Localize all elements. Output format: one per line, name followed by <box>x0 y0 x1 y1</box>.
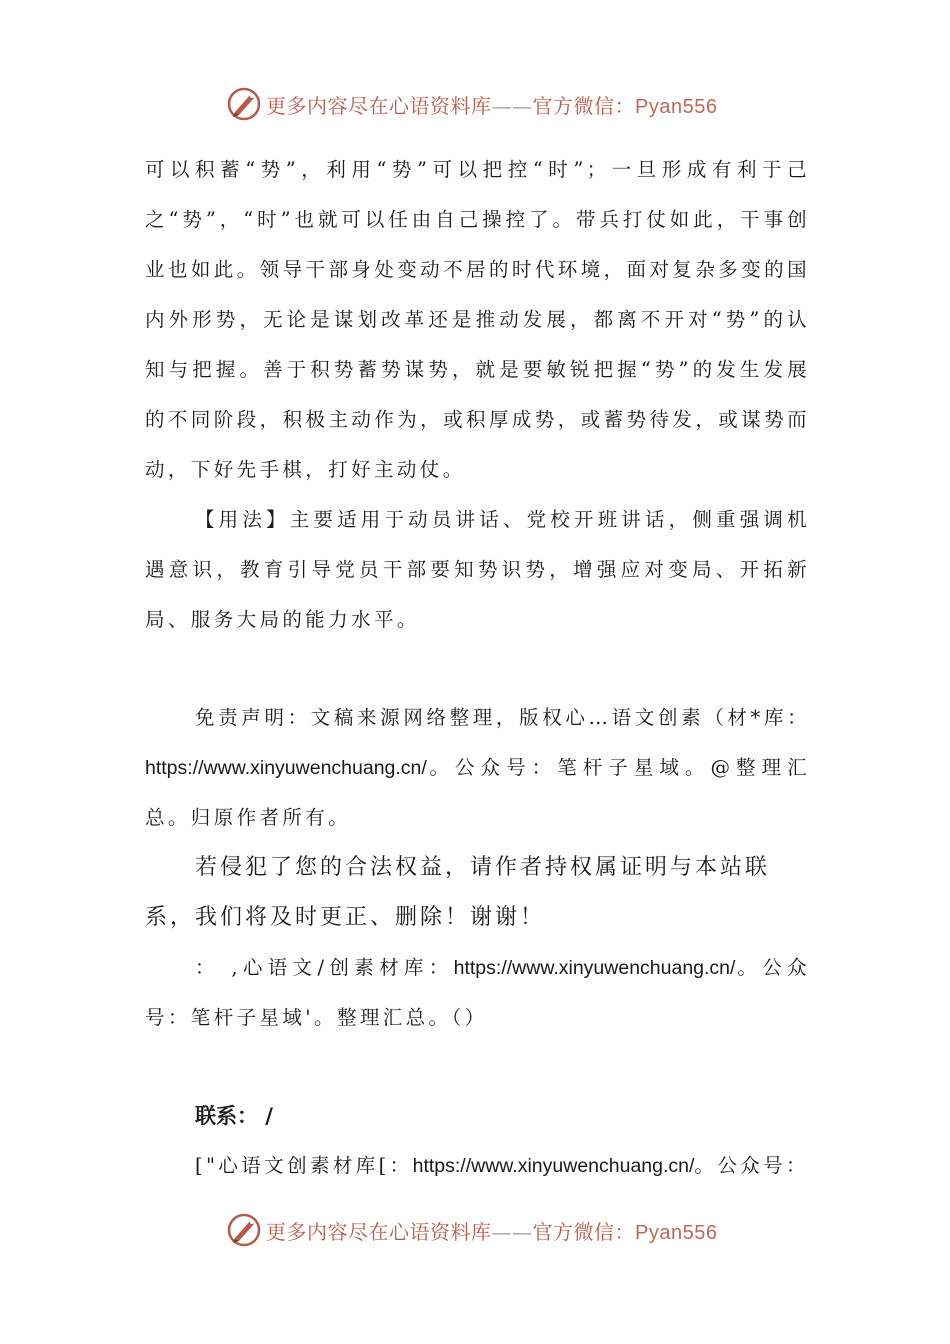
contact-line-a: ["心语文创素材库[： <box>195 1154 413 1177</box>
body-paragraph-1: 可以积蓄“势”，利用“势”可以把控“时”；一旦形成有利于己之“势”，“时”也就可以任由自己操控了。带兵打仗如此，干事创业也如此。领导干部身处变动不居的时代环境，面对复杂多变的国内外形势，无论是谋划改革还是推动发展，都离不开对“势”的认知与把握。善于积势蓄势谋势，就是要敏锐把握“势”的发生发展的不同阶段，积极主动作为，或积厚成势，或蓄势待发，或谋势而动，下好先手棋，打好主动仗。 <box>145 158 810 481</box>
disclaimer-text-b: 。公众号：笔杆子星域。@整理汇总。归原作者所有。 <box>145 756 810 829</box>
contact-heading: 联系： / <box>195 1104 273 1128</box>
pen-logo-icon <box>226 86 262 122</box>
banner-title: 更多内容尽在心语资料库 <box>266 1219 492 1244</box>
pen-logo-icon <box>226 1212 262 1248</box>
disclaimer-paragraph <box>145 693 810 843</box>
footer-watermark-banner <box>226 1210 717 1250</box>
banner-wechat-id: Pyan556 <box>635 95 718 118</box>
document-body <box>145 145 810 1191</box>
disclaimer-text-a: 免责声明：文稿来源网络整理，版权心…语文创素（材*库： <box>195 706 810 729</box>
header-watermark-banner <box>226 84 717 124</box>
banner-wechat-id: Pyan556 <box>635 1221 718 1244</box>
source-note-a: ： ,心语文/创素材库： <box>195 956 454 979</box>
banner-separator: —— <box>491 1219 533 1244</box>
source-note-b: 。公众号：笔杆子星域'。整理汇总。（） <box>145 956 810 1029</box>
banner-separator: —— <box>491 93 533 118</box>
contact-line <box>145 1141 810 1191</box>
banner-text <box>266 90 717 119</box>
contact-line-b: 。公众号： <box>694 1154 809 1177</box>
banner-wechat-label: 官方微信： <box>532 1219 635 1244</box>
banner-title: 更多内容尽在心语资料库 <box>266 93 492 118</box>
source-note-url[interactable]: https://www.xinyuwenchuang.cn/ <box>453 957 736 979</box>
contact-url[interactable]: https://www.xinyuwenchuang.cn/ <box>412 1155 695 1177</box>
banner-wechat-label: 官方微信： <box>532 93 635 118</box>
disclaimer-url[interactable]: https://www.xinyuwenchuang.cn/ <box>145 757 427 779</box>
source-note <box>145 943 810 1043</box>
infringement-notice: 若侵犯了您的合法权益，请作者持权属证明与本站联系，我们将及时更正、删除！谢谢！ <box>145 855 771 930</box>
usage-paragraph: 【用法】主要适用于动员讲话、党校开班讲话，侧重强调机遇意识，教育引导党员干部要知势识势，增强应对变局、开拓新局、服务大局的能力水平。 <box>145 508 810 631</box>
banner-text <box>266 1216 717 1245</box>
